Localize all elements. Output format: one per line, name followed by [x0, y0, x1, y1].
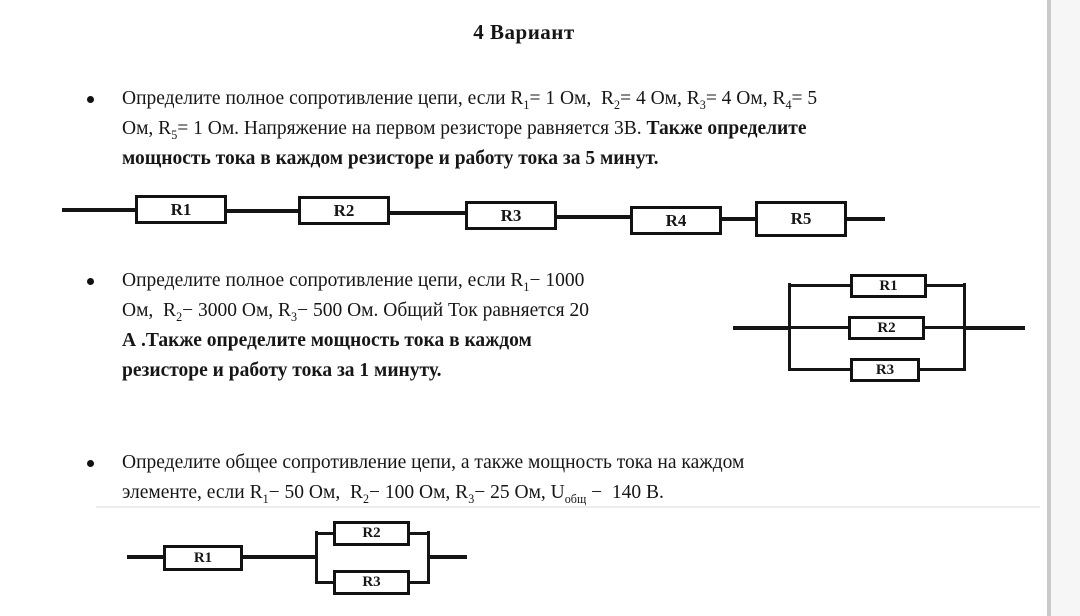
wire	[557, 215, 630, 219]
text-segment: = 5	[791, 88, 818, 109]
parallel-circuit-diagram	[733, 270, 1028, 388]
text-segment: общ	[564, 491, 587, 506]
text-segment: 2	[614, 97, 621, 112]
wire	[427, 555, 467, 559]
text-line	[122, 356, 712, 386]
text-line	[122, 326, 712, 356]
text-line	[122, 296, 712, 326]
text-segment: 1	[523, 279, 530, 294]
wire	[925, 326, 966, 329]
text-segment: − 100 Ом, R	[369, 482, 469, 503]
text-line	[122, 266, 712, 296]
resistor-box	[135, 195, 227, 224]
text-segment: 2	[176, 309, 183, 324]
wire	[243, 555, 315, 559]
text-segment: 2	[362, 491, 370, 506]
text-segment: − 50 Ом, R	[268, 482, 363, 503]
text-line	[122, 448, 982, 478]
resistor-label: R1	[170, 199, 192, 219]
wire	[847, 217, 885, 221]
text-line	[122, 144, 982, 174]
wire	[722, 217, 755, 221]
resistor-label: R3	[875, 361, 895, 378]
text-segment: Определите полное сопротивление цепи, если R	[122, 88, 524, 109]
text-segment: = 4 Ом, R	[705, 88, 786, 109]
wire	[390, 211, 465, 215]
resistor-label: R4	[665, 210, 687, 230]
resistor-box	[755, 201, 847, 237]
right-gutter	[1051, 0, 1080, 616]
text-segment: = 4 Ом, R	[620, 88, 700, 109]
bullet-icon	[87, 96, 94, 103]
text-segment: Ом, R	[122, 118, 172, 139]
text-segment: А .Также определите мощность тока в каждом	[122, 330, 532, 351]
wire	[315, 581, 333, 584]
problem-text	[122, 84, 982, 174]
wire	[788, 368, 850, 371]
text-segment: резисторе и работу тока за 1 минуту.	[122, 360, 442, 381]
text-line	[122, 114, 982, 144]
wire	[315, 531, 318, 584]
text-segment: Определите общее сопротивление цепи, а также мощность тока на каждом	[122, 452, 745, 473]
resistor-box	[333, 570, 410, 595]
text-segment: 1	[262, 491, 269, 506]
resistor-label: R2	[333, 200, 355, 220]
wire	[920, 368, 966, 371]
wire	[127, 555, 163, 559]
resistor-box	[298, 196, 390, 225]
problem-text	[122, 266, 712, 386]
wire	[963, 326, 1025, 330]
text-segment: элементе, если R	[122, 482, 263, 503]
wire	[62, 208, 135, 212]
resistor-label: R3	[362, 574, 381, 590]
resistor-box	[465, 201, 557, 230]
text-line	[122, 478, 982, 508]
resistor-label: R2	[362, 525, 381, 541]
resistor-box	[850, 274, 927, 298]
resistor-label: R3	[500, 205, 522, 225]
mixed-circuit-diagram	[127, 520, 472, 600]
resistor-box	[630, 206, 722, 235]
text-segment: − 3000 Ом, R	[182, 300, 292, 321]
text-segment: − 25 Ом, U	[474, 482, 565, 503]
bullet-icon	[87, 278, 94, 285]
resistor-label: R1	[193, 549, 213, 566]
text-segment: 4	[785, 97, 792, 112]
bullet-icon	[87, 460, 94, 467]
problem-text	[122, 448, 982, 508]
text-segment: 3	[699, 97, 706, 112]
resistor-label: R1	[879, 277, 898, 294]
text-segment: 5	[171, 127, 178, 142]
divider	[96, 506, 1040, 508]
text-segment: = 1 Ом. Напряжение на первом резисторе равняется 3В.	[177, 118, 647, 139]
wire	[315, 532, 333, 535]
series-circuit-diagram	[62, 192, 887, 248]
text-segment: Определите полное сопротивление цепи, если R	[122, 270, 524, 291]
wire	[788, 284, 850, 287]
wire	[733, 326, 789, 330]
resistor-box	[163, 545, 243, 571]
resistor-box	[333, 521, 410, 546]
wire	[227, 209, 298, 213]
text-segment: − 140 В.	[586, 482, 664, 503]
text-segment: 3	[291, 309, 298, 324]
text-segment: − 1000	[529, 270, 585, 291]
resistor-box	[850, 358, 920, 382]
text-line	[122, 84, 982, 114]
resistor-box	[848, 316, 925, 340]
wire	[927, 284, 966, 287]
text-segment: − 500 Ом. Общий Ток равняется 20	[297, 300, 590, 321]
text-segment: 3	[468, 491, 475, 506]
text-segment: мощность тока в каждом резисторе и работу тока за 5 минут.	[122, 148, 659, 169]
wire	[788, 326, 848, 329]
text-segment: Ом, R	[122, 300, 177, 321]
resistor-label: R5	[790, 209, 812, 228]
resistor-label: R2	[877, 319, 896, 336]
text-segment: Также определите	[646, 118, 807, 139]
page-title: 4 Вариант	[473, 20, 575, 44]
text-segment: 1	[523, 97, 530, 112]
text-segment: = 1 Ом, R	[529, 88, 615, 109]
